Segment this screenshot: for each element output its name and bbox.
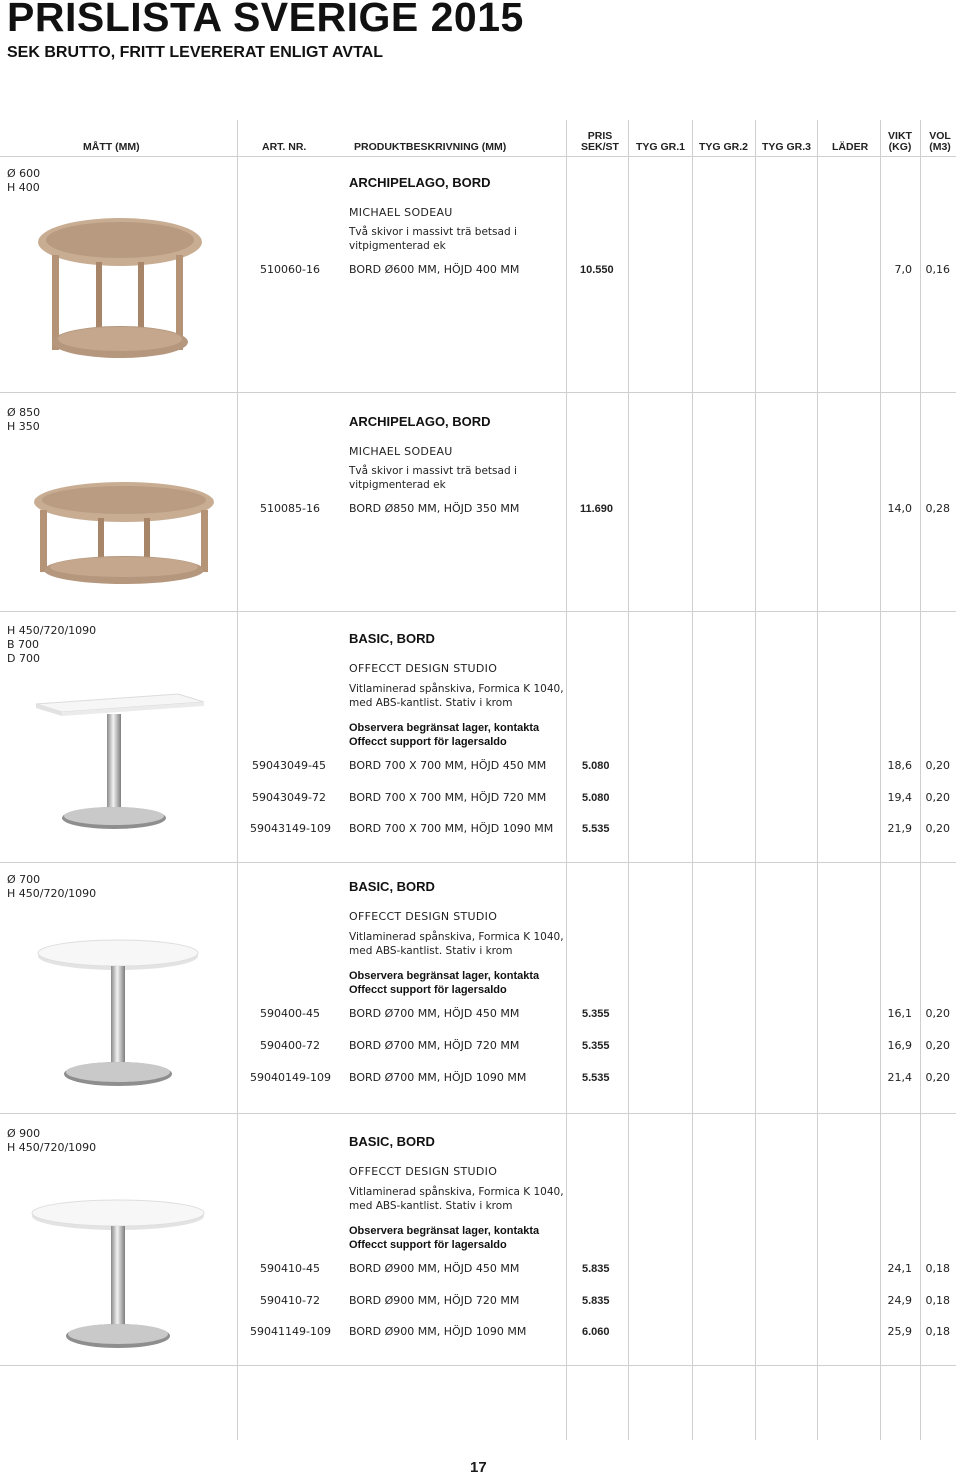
item-weight: 19,4 — [887, 791, 912, 804]
product-designer: MICHAEL SODEAU — [349, 445, 453, 458]
col-header-pris: PRIS SEK/ST — [581, 130, 619, 153]
item-volume: 0,28 — [925, 502, 950, 515]
product-dimensions: H 450/720/1090 B 700 D 700 — [7, 624, 97, 665]
product-designer: MICHAEL SODEAU — [349, 206, 453, 219]
section-divider — [0, 1365, 956, 1366]
item-price: 5.355 — [582, 1008, 610, 1020]
col-header-matt: MÅTT (MM) — [83, 141, 140, 153]
item-price: 11.690 — [580, 503, 614, 515]
page-title: PRISLISTA SVERIGE 2015 — [7, 0, 524, 40]
art-number: 59043049-72 — [252, 791, 326, 804]
art-number: 510085-16 — [260, 502, 320, 515]
header-divider — [0, 156, 956, 157]
grid-line — [237, 120, 238, 1440]
grid-line — [692, 120, 693, 1440]
item-description: BORD Ø900 MM, HÖJD 450 MM — [349, 1262, 520, 1275]
art-number: 59040149-109 — [250, 1071, 331, 1084]
round-white-table-image — [32, 936, 202, 1096]
product-name: BASIC, BORD — [349, 1134, 435, 1149]
item-volume: 0,20 — [925, 1071, 950, 1084]
art-number: 590400-72 — [260, 1039, 320, 1052]
item-weight: 18,6 — [887, 759, 912, 772]
item-volume: 0,16 — [925, 263, 950, 276]
item-description: BORD 700 X 700 MM, HÖJD 720 MM — [349, 791, 547, 804]
item-price: 6.060 — [582, 1326, 610, 1338]
product-description: Vitlaminerad spånskiva, Formica K 1040, med ABS-kantlist. Stativ i krom — [349, 1186, 564, 1212]
item-price: 5.535 — [582, 823, 610, 835]
stock-notice: Observera begränsat lager, kontakta Offecct support för lagersaldo — [349, 1225, 540, 1251]
art-number: 590410-72 — [260, 1294, 320, 1307]
item-volume: 0,20 — [925, 759, 950, 772]
item-volume: 0,20 — [925, 791, 950, 804]
col-header-vol: VOL (M3) — [929, 130, 951, 153]
product-description: Två skivor i massivt trä betsad i vitpigmenterad ek — [349, 226, 517, 252]
item-price: 5.355 — [582, 1040, 610, 1052]
item-volume: 0,18 — [925, 1262, 950, 1275]
product-designer: OFFECCT DESIGN STUDIO — [349, 1165, 498, 1178]
grid-line — [920, 120, 921, 1440]
item-weight: 14,0 — [887, 502, 912, 515]
stock-notice: Observera begränsat lager, kontakta Offecct support för lagersaldo — [349, 970, 540, 996]
product-name: BASIC, BORD — [349, 631, 435, 646]
product-name: ARCHIPELAGO, BORD — [349, 175, 491, 190]
item-description: BORD Ø900 MM, HÖJD 1090 MM — [349, 1325, 527, 1338]
section-divider — [0, 392, 956, 393]
item-weight: 24,9 — [887, 1294, 912, 1307]
item-weight: 25,9 — [887, 1325, 912, 1338]
item-volume: 0,20 — [925, 1039, 950, 1052]
item-weight: 21,9 — [887, 822, 912, 835]
item-price: 10.550 — [580, 264, 614, 276]
item-price: 5.835 — [582, 1295, 610, 1307]
item-weight: 16,1 — [887, 1007, 912, 1020]
square-white-table-image — [28, 690, 208, 840]
item-description: BORD 700 X 700 MM, HÖJD 1090 MM — [349, 822, 554, 835]
section-divider — [0, 1113, 956, 1114]
item-price: 5.835 — [582, 1263, 610, 1275]
product-description: Vitlaminerad spånskiva, Formica K 1040, med ABS-kantlist. Stativ i krom — [349, 931, 564, 957]
item-volume: 0,20 — [925, 1007, 950, 1020]
item-weight: 21,4 — [887, 1071, 912, 1084]
product-dimensions: Ø 600 H 400 — [7, 167, 41, 194]
grid-line — [628, 120, 629, 1440]
item-price: 5.080 — [582, 792, 610, 804]
page-number: 17 — [470, 1459, 487, 1476]
product-dimensions: Ø 900 H 450/720/1090 — [7, 1127, 97, 1154]
art-number: 59043049-45 — [252, 759, 326, 772]
grid-line — [880, 120, 881, 1440]
round-wood-table-image — [30, 200, 210, 370]
page-subtitle: SEK BRUTTO, FRITT LEVERERAT ENLIGT AVTAL — [7, 44, 383, 61]
item-description: BORD Ø900 MM, HÖJD 720 MM — [349, 1294, 520, 1307]
col-header-lader: LÄDER — [832, 141, 869, 153]
item-volume: 0,18 — [925, 1294, 950, 1307]
section-divider — [0, 862, 956, 863]
art-number: 590410-45 — [260, 1262, 320, 1275]
stock-notice: Observera begränsat lager, kontakta Offecct support för lagersaldo — [349, 722, 540, 748]
product-designer: OFFECCT DESIGN STUDIO — [349, 662, 498, 675]
item-description: BORD Ø850 MM, HÖJD 350 MM — [349, 502, 520, 515]
item-weight: 24,1 — [887, 1262, 912, 1275]
product-dimensions: Ø 850 H 350 — [7, 406, 41, 433]
product-name: BASIC, BORD — [349, 879, 435, 894]
art-number: 510060-16 — [260, 263, 320, 276]
col-header-tyg1: TYG GR.1 — [636, 141, 686, 153]
grid-line — [817, 120, 818, 1440]
col-header-art: ART. NR. — [262, 141, 307, 153]
item-description: BORD Ø700 MM, HÖJD 720 MM — [349, 1039, 520, 1052]
item-description: BORD Ø700 MM, HÖJD 450 MM — [349, 1007, 520, 1020]
col-header-vikt: VIKT (KG) — [888, 130, 912, 153]
col-header-tyg3: TYG GR.3 — [762, 141, 812, 153]
art-number: 590400-45 — [260, 1007, 320, 1020]
item-description: BORD 700 X 700 MM, HÖJD 450 MM — [349, 759, 547, 772]
item-description: BORD Ø600 MM, HÖJD 400 MM — [349, 263, 520, 276]
item-weight: 16,9 — [887, 1039, 912, 1052]
section-divider — [0, 611, 956, 612]
item-weight: 7,0 — [894, 263, 912, 276]
low-round-wood-table-image — [28, 478, 220, 590]
product-name: ARCHIPELAGO, BORD — [349, 414, 491, 429]
art-number: 59041149-109 — [250, 1325, 331, 1338]
item-volume: 0,20 — [925, 822, 950, 835]
col-header-tyg2: TYG GR.2 — [699, 141, 749, 153]
item-description: BORD Ø700 MM, HÖJD 1090 MM — [349, 1071, 527, 1084]
item-price: 5.080 — [582, 760, 610, 772]
product-description: Vitlaminerad spånskiva, Formica K 1040, med ABS-kantlist. Stativ i krom — [349, 683, 564, 709]
grid-line — [755, 120, 756, 1440]
item-volume: 0,18 — [925, 1325, 950, 1338]
large-round-white-table-image — [26, 1196, 212, 1360]
product-description: Två skivor i massivt trä betsad i vitpigmenterad ek — [349, 465, 517, 491]
item-price: 5.535 — [582, 1072, 610, 1084]
product-dimensions: Ø 700 H 450/720/1090 — [7, 873, 97, 900]
product-designer: OFFECCT DESIGN STUDIO — [349, 910, 498, 923]
col-header-beskrivning: PRODUKTBESKRIVNING (MM) — [354, 141, 507, 153]
art-number: 59043149-109 — [250, 822, 331, 835]
